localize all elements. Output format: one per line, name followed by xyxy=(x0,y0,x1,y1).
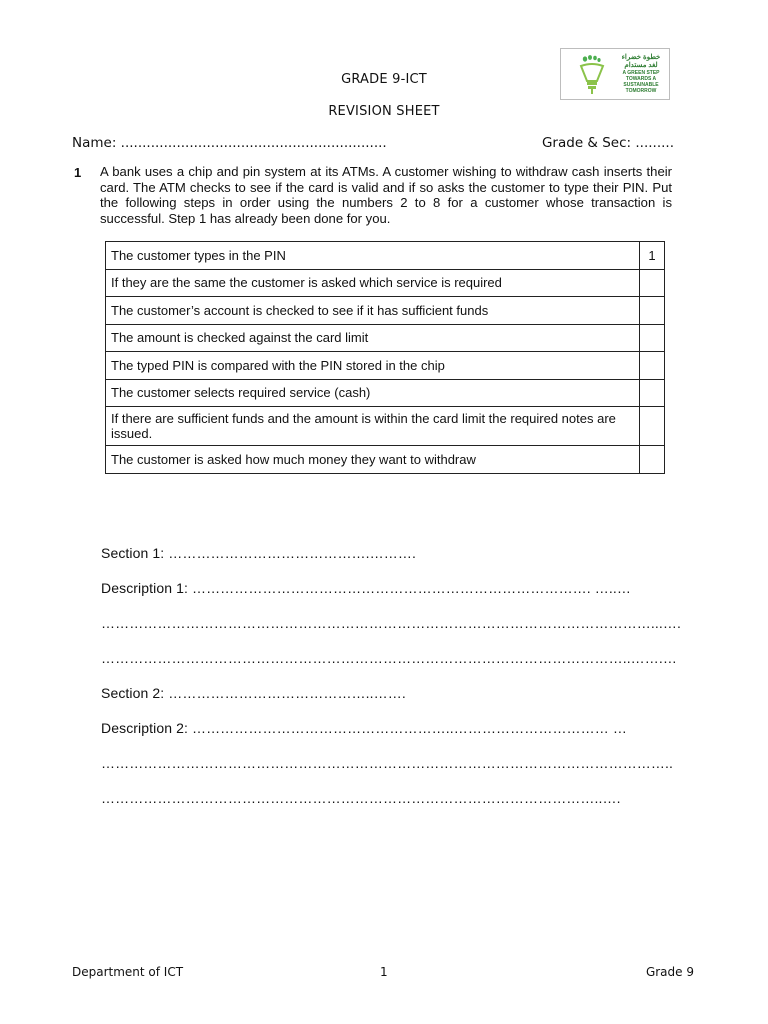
table-row xyxy=(106,352,665,380)
logo-english-text: A GREEN STEP TOWARDS A SUSTAINABLE TOMORROW xyxy=(622,70,660,94)
step-answer-cell[interactable] xyxy=(640,379,665,407)
section2-line[interactable]: Section 2: ……………………………………..……. xyxy=(101,685,406,701)
step-answer-cell[interactable] xyxy=(640,269,665,297)
step-text: The customer’s account is checked to see if it has sufficient funds xyxy=(106,297,640,325)
section1-line[interactable]: Section 1: …………………………………….………. xyxy=(101,545,416,561)
footer-page-number: 1 xyxy=(380,965,388,979)
step-answer-cell[interactable] xyxy=(640,297,665,325)
description1-line1[interactable]: Description 1: …………………………………………………………………………. …..… xyxy=(101,580,631,596)
description2-line3[interactable]: ……………………………………………………………………………………………..…. xyxy=(101,790,621,806)
table-row xyxy=(106,407,665,446)
description1-line2[interactable]: ………………………………………………………………………………………………………...…. xyxy=(101,615,681,631)
step-text: The customer selects required service (cash) xyxy=(106,379,640,407)
step-answer-cell[interactable] xyxy=(640,352,665,380)
step-text: If they are the same the customer is asked which service is required xyxy=(106,269,640,297)
step-text: The typed PIN is compared with the PIN stored in the chip xyxy=(106,352,640,380)
table-row xyxy=(106,297,665,325)
question-number: 1 xyxy=(74,165,82,180)
steps-table xyxy=(105,241,665,474)
step-text: The customer types in the PIN xyxy=(106,242,640,270)
footer-department: Department of ICT xyxy=(72,965,184,979)
description1-line3[interactable]: …………………………………………………………………………………………………..…….… xyxy=(101,650,677,666)
logo-arabic-line1: خطوة خضراء xyxy=(621,54,661,61)
table-row xyxy=(106,446,665,474)
table-row xyxy=(106,242,665,270)
step-text: The amount is checked against the card limit xyxy=(106,324,640,352)
step-answer-cell[interactable] xyxy=(640,324,665,352)
step-answer-cell[interactable] xyxy=(640,446,665,474)
step-text: The customer is asked how much money they want to withdraw xyxy=(106,446,640,474)
table-row xyxy=(106,379,665,407)
footer-grade: Grade 9 xyxy=(645,965,694,979)
table-row xyxy=(106,269,665,297)
grade-heading: GRADE 9-ICT xyxy=(341,72,427,87)
grade-sec-field[interactable]: Grade & Sec: ......... xyxy=(541,135,674,151)
step-text: If there are sufficient funds and the amount is within the card limit the required notes are issued. xyxy=(106,407,640,446)
sheet-title: REVISION SHEET xyxy=(328,104,440,119)
question-text: A bank uses a chip and pin system at its ATMs. A customer wishing to withdraw cash inserts their card. The ATM checks to see if the card is valid and if so asks the customer to type their PIN. Put the following steps in order using the numbers 2 to 8 for a customer whose transaction is successful. Step 1 has already been done for you. xyxy=(100,164,672,226)
logo-arabic-line2: لغد مستدام xyxy=(624,62,658,69)
description2-line2[interactable]: ………………………………………………………………………………………………………….. xyxy=(101,755,673,771)
name-field[interactable]: Name: .............................................................. xyxy=(72,135,387,151)
description2-line1[interactable]: Description 2: ………………………………………………..…………………………… … xyxy=(101,720,627,736)
step-answer-cell[interactable] xyxy=(640,407,665,446)
table-row xyxy=(106,324,665,352)
step-answer-cell: 1 xyxy=(640,242,665,270)
